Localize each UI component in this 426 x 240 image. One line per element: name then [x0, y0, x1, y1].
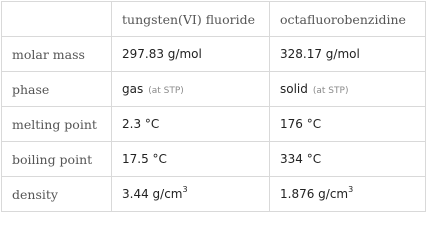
cell-value: 3.44 g/cm [122, 187, 183, 201]
cell-melting-point-tungsten-vi-fluoride [112, 107, 270, 142]
cell-molar-mass-octafluorobenzidine [270, 37, 426, 72]
cell-value: 328.17 g/mol [280, 47, 360, 61]
cell-value: 17.5 °C [122, 152, 167, 166]
cell-density-tungsten-vi-fluoride [112, 177, 270, 212]
cell-note: (at STP) [148, 86, 184, 96]
table-row [2, 37, 426, 72]
cell-value: 1.876 g/cm [280, 187, 349, 201]
cell-value: 297.83 g/mol [122, 47, 202, 61]
corner-cell [2, 2, 112, 37]
cell-superscript: 3 [348, 185, 354, 194]
row-header-molar-mass: molar mass [2, 37, 112, 72]
cell-value: 334 °C [280, 152, 322, 166]
table-row [2, 107, 426, 142]
cell-boiling-point-tungsten-vi-fluoride [112, 142, 270, 177]
column-header-tungsten-vi-fluoride: tungsten(VI) fluoride [112, 2, 270, 37]
cell-melting-point-octafluorobenzidine [270, 107, 426, 142]
column-header-octafluorobenzidine: octafluorobenzidine [270, 2, 426, 37]
row-header-phase: phase [2, 72, 112, 107]
row-header-density: density [2, 177, 112, 212]
cell-boiling-point-octafluorobenzidine [270, 142, 426, 177]
cell-value: 176 °C [280, 117, 322, 131]
cell-note: (at STP) [312, 86, 349, 96]
header-row [2, 2, 426, 37]
row-header-melting-point: melting point [2, 107, 112, 142]
table-row [2, 142, 426, 177]
table-row [2, 177, 426, 212]
cell-value: solid [280, 82, 308, 96]
cell-phase-octafluorobenzidine [270, 72, 426, 107]
cell-molar-mass-tungsten-vi-fluoride [112, 37, 270, 72]
row-header-boiling-point: boiling point [2, 142, 112, 177]
cell-value: gas [122, 82, 144, 96]
cell-density-octafluorobenzidine [270, 177, 426, 212]
cell-superscript: 3 [182, 185, 188, 194]
properties-table [1, 1, 426, 212]
cell-phase-tungsten-vi-fluoride [112, 72, 270, 107]
table-row [2, 72, 426, 107]
cell-value: 2.3 °C [122, 117, 160, 131]
